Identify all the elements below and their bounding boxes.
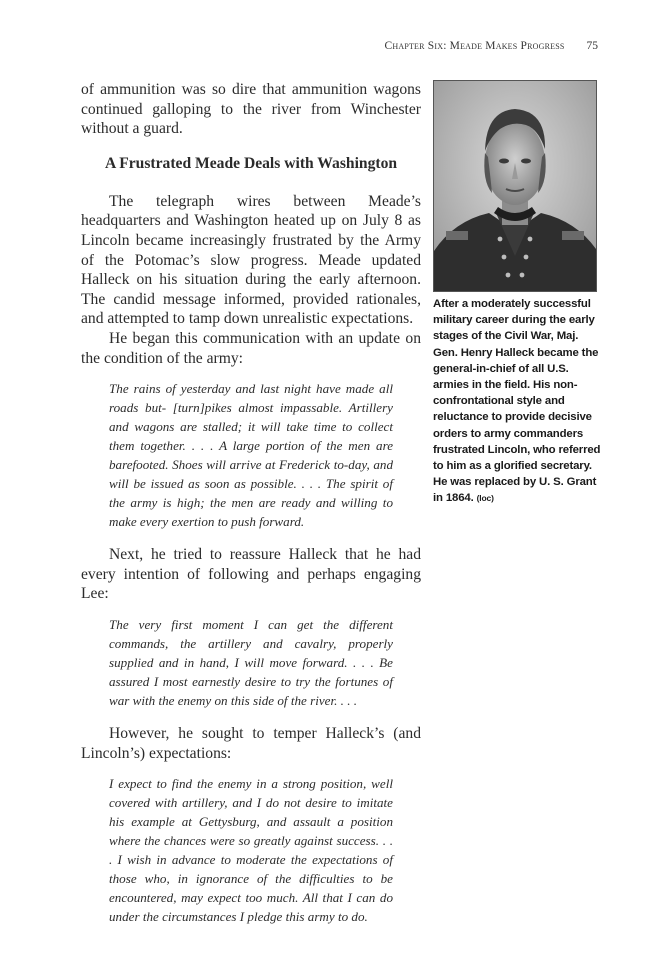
block-quote: The very first moment I can get the different commands, the artillery and cavalry, properly supplied and in hand, I will move forward. . . . Be assured I most earnestly desire to try the fortunes of war with the enemy on this side of the river. . . . — [109, 616, 393, 708]
section-heading: A Frustrated Meade Deals with Washington — [104, 154, 398, 172]
block-quote: I expect to find the enemy in a strong position, well covered with artillery, and I do not desire to imitate his example at Gettysburg, and assault a position where the chances were so greatly against success. . . . I wish in advance to moderate the expectations of those who, in ignorance of the difficulties to be encountered, may expect too much. All that I can do under the circumstances I pledge this army to do. — [109, 776, 393, 925]
body-paragraph: Next, he tried to reassure Halleck that he had every intention of following and perhaps engaging Lee: — [81, 546, 421, 603]
running-head — [0, 40, 598, 52]
page-number: 75 — [586, 40, 598, 52]
body-paragraph: However, he sought to temper Halleck’s (and Lincoln’s) expectations: — [81, 724, 421, 762]
block-quote: The rains of yesterday and last night have made all roads but- [turn]pikes almost impassable. Artillery and wagons are stalled; it will take time to collect them together. . . . A large portion of the men are barefooted. Shoes will arrive at Frederick to-day, and will be issued as soon as possible. . . . The spirit of the army is high; the men are ready and willing to make every exertion to push forward. — [109, 381, 393, 530]
body-paragraph: The telegraph wires between Meade’s headquarters and Washington heated up on July 8 as Lincoln became increasingly frustrated by the Army of the Potomac’s slow progress. Meade updated Halleck on his situation during the early afternoon. The candid message informed, provided rationales, and attempted to tamp down unrealistic expectations. — [81, 192, 421, 328]
main-text-column — [81, 80, 421, 940]
opening-paragraph: of ammunition was so dire that ammunition wagons continued galloping to the river from Winchester without a guard. — [81, 81, 421, 138]
portrait-illustration — [434, 81, 596, 291]
photo-caption — [433, 296, 605, 507]
photo-credit: (loc) — [476, 493, 494, 504]
caption-text: After a moderately successful military career during the early stages of the Civil War, Maj. Gen. Henry Halleck became the general-in-chief of all U.S. armies in the field. His non-confrontational style and reluctance to provide decisive orders to army commanders frustrated Lincoln, who referred to him as a glorified secretary. He was replaced by U. S. Grant in 1864. — [433, 298, 601, 505]
halleck-portrait-photo — [433, 80, 597, 292]
chapter-title: Chapter Six: Meade Makes Progress — [384, 40, 565, 52]
body-paragraph: He began this communication with an update on the condition of the army: — [81, 329, 421, 367]
